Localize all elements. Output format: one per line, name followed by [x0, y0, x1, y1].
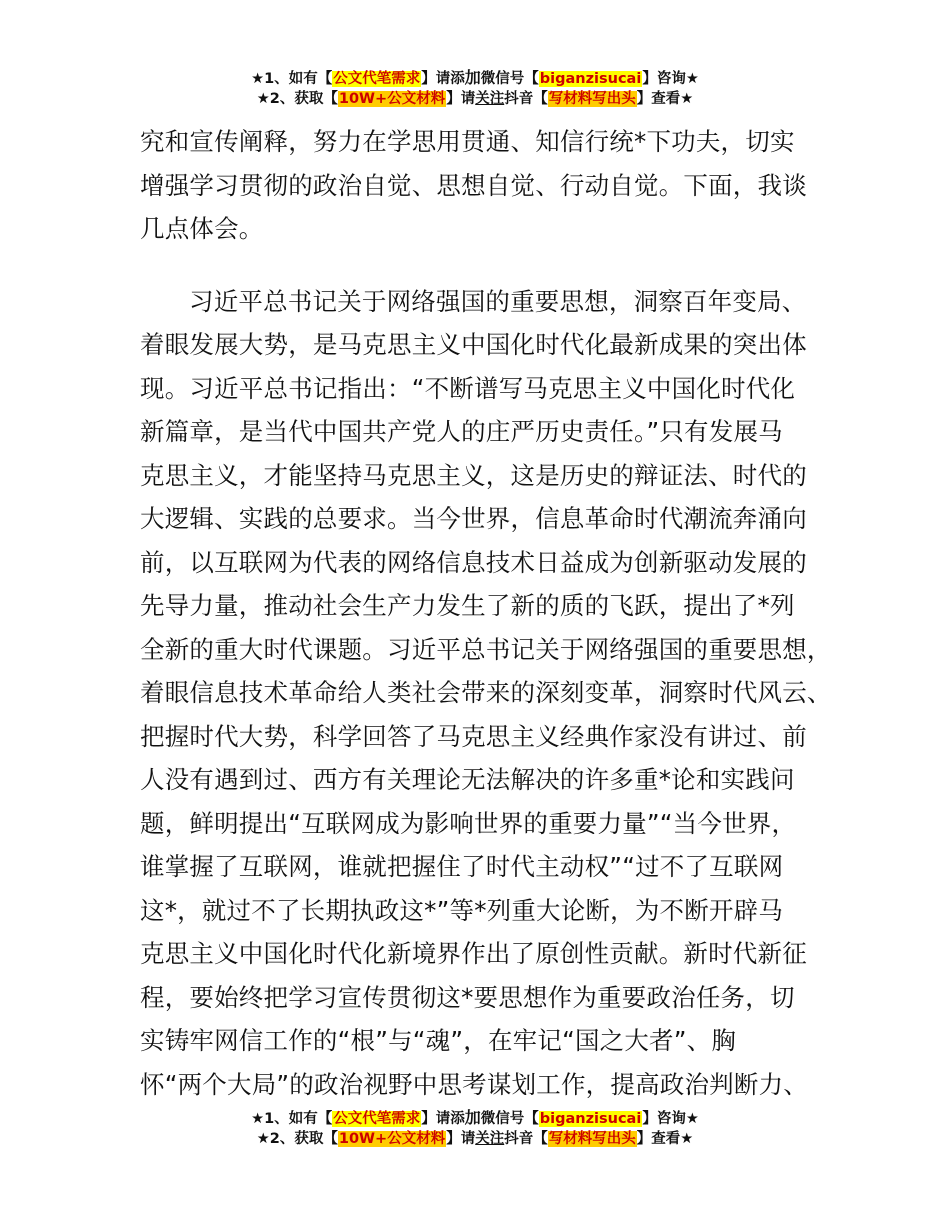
text-line: 实铸牢网信工作的“根”与“魂”，在牢记“国之大者”、胸 [140, 1026, 737, 1055]
highlight-ghostwriting: 公文代笔需求 [333, 1111, 421, 1127]
text-line: 怀“两个大局”的政治视野中思考谋划工作，提高政治判断力、 [140, 1069, 808, 1099]
text-line: 几点体会。 [140, 214, 264, 243]
text-line: 把握时代大势，科学回答了马克思主义经典作家没有讲过、前 [140, 721, 807, 751]
text-line: 谁掌握了互联网，谁就把握住了时代主动权”“过不了互联网 [140, 852, 784, 881]
text-line: 习近平总书记关于网络强国的重要思想，洞察百年变局、 [189, 286, 807, 316]
text-line: 全新的重大时代课题。习近平总书记关于网络强国的重要思想， [140, 634, 832, 664]
text-line: 程，要始终把学习宣传贯彻这*要思想作为重要政治任务，切 [140, 982, 795, 1012]
paragraph-1 [140, 120, 840, 251]
highlight-douyin: 写材料写出头 [548, 91, 636, 107]
highlight-wechat-id: biganzisucai [539, 1111, 642, 1127]
text-line: 先导力量，推动社会生产力发生了新的质的飞跃，提出了*列 [140, 591, 795, 620]
text-line: 这*，就过不了长期执政这*”等*列重大论断，为不断开辟马 [140, 895, 784, 925]
banner-line-2: ★2、获取【10W+公文材料】请关注抖音【写材料写出头】查看★ [256, 1131, 694, 1147]
text-line: 前，以互联网为代表的网络信息技术日益成为创新驱动发展的 [140, 547, 807, 577]
banner-line-1: ★1、如有【公文代笔需求】请添加微信号【biganzisucai】咨询★ [251, 1108, 699, 1127]
highlight-wechat-id: biganzisucai [539, 71, 642, 87]
text-line: 着眼发展大势，是马克思主义中国化时代化最新成果的突出体 [140, 330, 807, 359]
text-line: 克思主义，才能坚持马克思主义，这是历史的辩证法、时代的 [140, 460, 807, 490]
text-line: 增强学习贯彻的政治自觉、思想自觉、行动自觉。下面，我谈 [140, 170, 807, 200]
banner-line-1: ★1、如有【公文代笔需求】请添加微信号【biganzisucai】咨询★ [251, 68, 699, 87]
paragraph-2 [140, 280, 840, 1107]
text-line: 人没有遇到过、西方有关理论无法解决的许多重*论和实践问 [140, 765, 795, 794]
text-line: 新篇章，是当代中国共产党人的庄严历史责任。”只有发展马 [140, 417, 783, 446]
footer-banner [0, 1108, 950, 1149]
highlight-materials: 10W+公文材料 [338, 91, 446, 107]
text-line: 题，鲜明提出“互联网成为影响世界的重要力量”“当今世界， [140, 808, 797, 838]
document-body [140, 120, 840, 1106]
banner-line-2: ★2、获取【10W+公文材料】请关注抖音【写材料写出头】查看★ [256, 91, 694, 107]
highlight-materials: 10W+公文材料 [338, 1131, 446, 1147]
text-line: 现。习近平总书记指出：“不断谱写马克思主义中国化时代化 [140, 373, 796, 403]
text-line: 究和宣传阐释，努力在学思用贯通、知信行统*下功夫，切实 [140, 127, 795, 156]
text-line: 大逻辑、实践的总要求。当今世界，信息革命时代潮流奔涌向 [140, 504, 807, 533]
text-line: 着眼信息技术革命给人类社会带来的深刻变革，洞察时代风云、 [140, 678, 832, 707]
highlight-ghostwriting: 公文代笔需求 [333, 71, 421, 87]
highlight-douyin: 写材料写出头 [548, 1131, 636, 1147]
text-line: 克思主义中国化时代化新境界作出了原创性贡献。新时代新征 [140, 939, 807, 968]
header-banner [0, 68, 950, 109]
